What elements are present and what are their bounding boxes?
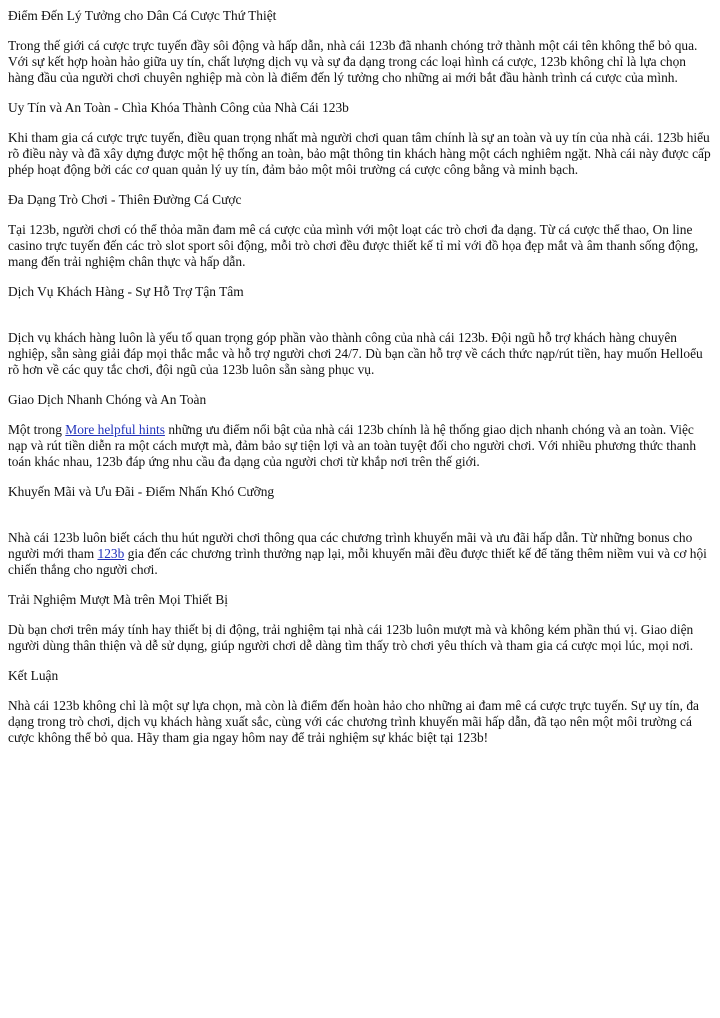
section-body-games: Tại 123b, người chơi có thể thỏa mãn đam mê cá cược của mình với một loạt các trò chơi đa dạng. Từ cá cược thể thao, On line casino trực tuyến đến các trò slot sport sôi động, mỗi trò chơi đều được thiết kế tỉ mỉ với đồ họa đẹp mắt và âm thanh sống động, mang đến trải nghiệm chân thực và hấp dẫn. — [8, 222, 699, 269]
section-heading-transactions: Giao Dịch Nhanh Chóng và An Toàn — [8, 392, 207, 407]
section-heading-trust: Uy Tín và An Toàn - Chìa Khóa Thành Công của Nhà Cái 123b — [8, 100, 349, 115]
section-body-conclusion: Nhà cái 123b không chỉ là một sự lựa chọn, mà còn là điểm đến hoàn hảo cho những ai đam mê cá cược trực tuyến. Sự uy tín, đa dạng trong trò chơi, dịch vụ khách hàng xuất sắc, cùng với các chương trình khuyến mãi hấp dẫn, đã tạo nên một môi trường cá cược không thể bỏ qua. Hãy tham gia ngay hôm nay để trải nghiệm sự khác biệt tại 123b! — [8, 698, 699, 745]
section-heading-devices: Trải Nghiệm Mượt Mà trên Mọi Thiết Bị — [8, 592, 229, 607]
section-heading-support: Dịch Vụ Khách Hàng - Sự Hỗ Trợ Tận Tâm — [8, 284, 244, 299]
transactions-text-before: Một trong — [8, 422, 66, 437]
promotions-text-after: gia đến các chương trình thưởng nạp lại, mỗi khuyến mãi đều được thiết kế để tăng thêm niềm vui và cơ hội chiến thắng cho người chơi. — [8, 546, 707, 577]
section-body-promotions — [8, 530, 712, 578]
page-title: Điểm Đến Lý Tưởng cho Dân Cá Cược Thứ Thiệt — [8, 8, 277, 23]
section-body-transactions — [8, 422, 712, 470]
section-body-support: Dịch vụ khách hàng luôn là yếu tố quan trọng góp phần vào thành công của nhà cái 123b. Đội ngũ hỗ trợ khách hàng chuyên nghiệp, sẵn sàng giải đáp mọi thắc mắc và hỗ trợ người chơi 24/7. Dù bạn cần hỗ trợ về cách thức nạp/rút tiền, hay muốn Helloểu rõ hơn về các quy tắc chơi, đội ngũ của 123b luôn sẵn sàng phục vụ. — [8, 330, 703, 377]
section-body-devices: Dù bạn chơi trên máy tính hay thiết bị di động, trải nghiệm tại nhà cái 123b luôn mượt mà và không kém phần thú vị. Giao diện người dùng thân thiện và dễ sử dụng, giúp người chơi dễ dàng tìm thấy trò chơi yêu thích và tham gia cá cược mọi lúc, mọi nơi. — [8, 622, 694, 653]
123b-link[interactable]: 123b — [97, 546, 125, 561]
intro-paragraph: Trong thế giới cá cược trực tuyến đầy sôi động và hấp dẫn, nhà cái 123b đã nhanh chóng trở thành một cái tên không thể bỏ qua. Với sự kết hợp hoàn hảo giữa uy tín, chất lượng dịch vụ và sự đa dạng trong các loại hình cá cược, 123b không chỉ là lựa chọn hàng đầu của người chơi chuyên nghiệp mà còn là điểm đến lý tưởng cho những ai mới bắt đầu hành trình cá cược của mình. — [8, 38, 698, 85]
section-heading-conclusion: Kết Luận — [8, 668, 59, 683]
section-body-trust: Khi tham gia cá cược trực tuyến, điều quan trọng nhất mà người chơi quan tâm chính là sự an toàn và uy tín của nhà cái. 123b hiểu rõ điều này và đã xây dựng được một hệ thống an toàn, bảo mật thông tin khách hàng một cách nghiêm ngặt. Nhà cái này được cấp phép hoạt động bởi các cơ quan quản lý uy tín, đảm bảo một môi trường cá cược công bằng và minh bạch. — [8, 130, 711, 177]
more-helpful-hints-link[interactable]: More helpful hints — [65, 422, 165, 437]
promotions-text-before: Nhà cái 123b luôn biết cách thu hút người chơi thông qua các chương trình khuyến mãi và ưu đãi hấp dẫn. Từ những bonus cho người mới tham — [8, 530, 693, 561]
section-heading-games: Đa Dạng Trò Chơi - Thiên Đường Cá Cược — [8, 192, 242, 207]
transactions-text-after: những ưu điểm nổi bật của nhà cái 123b chính là hệ thống giao dịch nhanh chóng và an toàn. Việc nạp và rút tiền diễn ra một cách mượt mà, đảm bảo sự tiện lợi và an toàn tuyệt đối cho người chơi. Với nhiều phương thức thanh toán khác nhau, 123b đáp ứng nhu cầu đa dạng của người chơi từ khắp nơi trên thế giới. — [8, 422, 697, 469]
section-heading-promotions: Khuyến Mãi và Ưu Đãi - Điểm Nhấn Khó Cưỡng — [8, 484, 275, 499]
